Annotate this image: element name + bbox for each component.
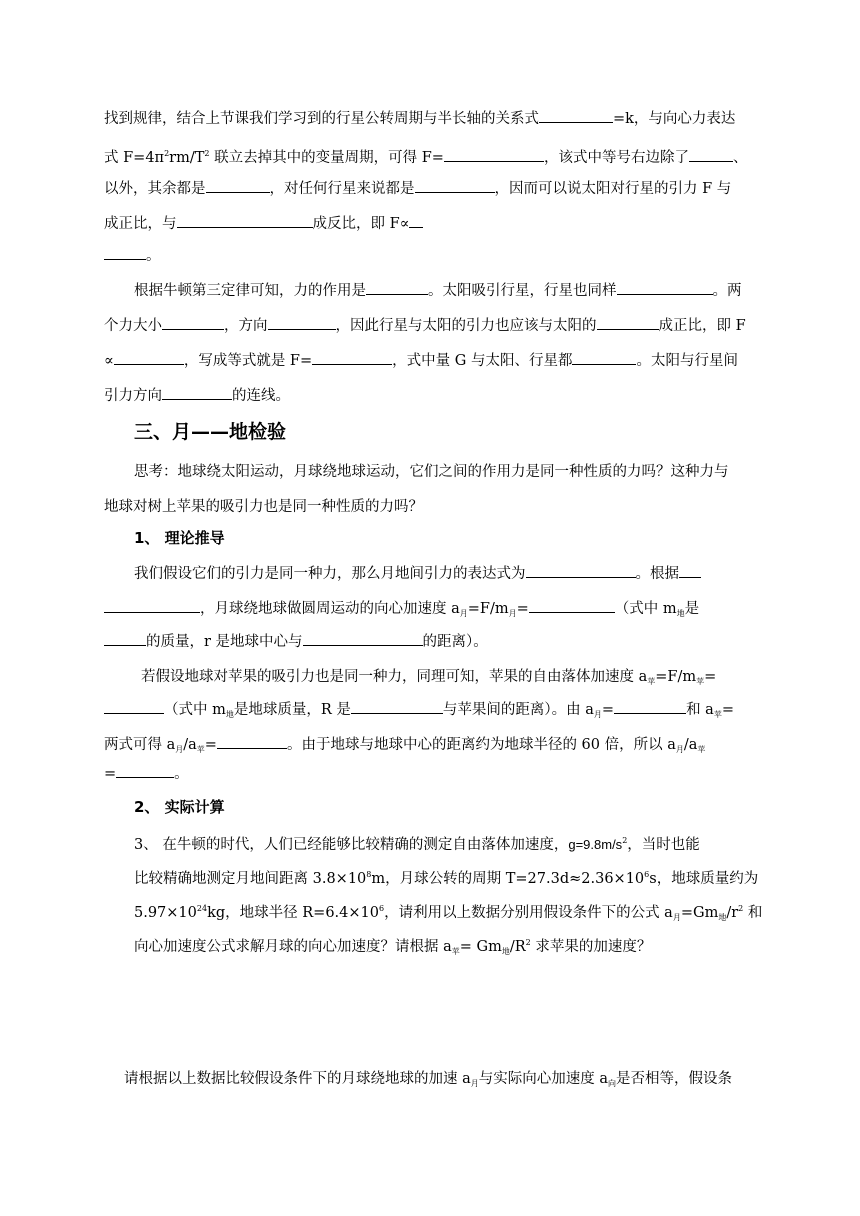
text: 找到规律，结合上节课我们学习到的行星公转周期与半长轴的关系式 (104, 111, 539, 127)
subscript: 地 (718, 913, 727, 922)
text: 成反比，即 F∝ (312, 216, 410, 232)
blank[interactable] (217, 734, 287, 749)
text: 是否相等，假设条 (616, 1071, 733, 1087)
text: 成正比，即 F (658, 318, 746, 334)
text: = (204, 737, 217, 753)
text: 个力大小 (104, 318, 162, 334)
superscript: 6 (378, 904, 385, 913)
blank[interactable] (614, 699, 686, 714)
blank[interactable] (177, 213, 313, 228)
para3-line3 (104, 631, 488, 653)
text: 和 a (686, 702, 714, 718)
blank[interactable] (104, 699, 164, 714)
para2-line2 (104, 315, 746, 337)
text: 请根据以上数据比较假设条件下的月球绕地球的加速 a (124, 1071, 471, 1087)
subscript: 地 (676, 609, 685, 618)
para5-line1 (134, 830, 700, 852)
text: ，式中量 G 与太阳、行星都 (392, 353, 573, 369)
text: ，对任何行星来说都是 (269, 181, 415, 197)
text: ∝ (104, 353, 114, 369)
text: m，月球公转的周期 T=27.3d≈2.36×10 (371, 871, 645, 887)
text: ，写成等式就是 F= (183, 353, 313, 369)
text: 。太阳吸引行星，行星也同样 (428, 283, 617, 299)
text: ，因此行星与太阳的引力也应该与太阳的 (335, 318, 597, 334)
para4-line4 (104, 763, 189, 785)
subscript: 苹 (196, 745, 205, 754)
section-heading: 三、月——地检验 (134, 421, 287, 443)
superscript: 6 (644, 870, 650, 879)
text: ，方向 (224, 318, 268, 334)
text: （式中 m (614, 601, 677, 617)
blank[interactable] (303, 631, 423, 646)
blank[interactable] (268, 315, 336, 330)
blank[interactable] (689, 147, 733, 162)
text: /a (683, 737, 698, 753)
blank[interactable] (617, 280, 713, 295)
blank[interactable] (366, 280, 428, 295)
text: 。根据 (635, 566, 679, 582)
text: 式 F=4π (104, 150, 165, 166)
text: /a (183, 737, 197, 753)
think-line2: 地球对树上苹果的吸引力也是同一种性质的力吗？ (104, 499, 423, 515)
text: （式中 m (164, 702, 226, 718)
text: ，该式中等号右边除了 (543, 150, 689, 166)
text: 3、 在牛顿的时代，人们已经能够比较精确的测定自由落体加速度， (134, 837, 569, 853)
text: = (516, 601, 529, 617)
subscript: 苹 (697, 745, 706, 754)
blank[interactable] (162, 315, 224, 330)
text: 的距离）。 (422, 634, 488, 650)
superscript: 2 (204, 149, 210, 158)
subscript: 地 (225, 710, 234, 719)
blank[interactable] (572, 350, 636, 365)
blank[interactable] (104, 631, 146, 646)
text: =F/m (467, 601, 509, 617)
blank[interactable] (529, 598, 615, 613)
text: 。太阳与行星间 (636, 353, 738, 369)
text: 是 (684, 601, 700, 617)
blank[interactable] (162, 385, 232, 400)
para4-line2 (104, 699, 734, 721)
text: 若假设地球对苹果的吸引力也是同一种力，同理可知，苹果的自由落体加速度 a (141, 669, 648, 685)
text: kg，地球半径 R=6.4×10 (207, 905, 379, 921)
text: 、 (732, 150, 748, 166)
text: 引力方向 (104, 388, 162, 404)
subheading-theory: 1、 理论推导 (134, 529, 225, 547)
text: 根据牛顿第三定律可知，力的作用是 (134, 283, 366, 299)
para4-line3 (104, 734, 705, 756)
blank[interactable] (415, 178, 495, 193)
blank[interactable] (409, 213, 423, 228)
superscript: 2 (738, 904, 744, 913)
subscript: 月 (675, 745, 684, 754)
para1-line4 (104, 213, 423, 235)
text: 成正比，与 (104, 216, 177, 232)
text: ，当时也能 (627, 837, 700, 853)
text: ，月球绕地球做圆周运动的向心加速度 a (200, 601, 460, 617)
subscript: 月 (593, 710, 602, 719)
text: = (704, 669, 717, 685)
para1-line5 (104, 245, 161, 267)
text: 联立去掉其中的变量周期，可得 F= (209, 150, 444, 166)
blank[interactable] (114, 350, 184, 365)
text: g=9.8m/s (568, 837, 623, 852)
para2-line3 (104, 350, 738, 372)
subscript: 苹 (451, 947, 460, 956)
subscript: 月 (470, 1079, 479, 1088)
blank[interactable] (116, 763, 174, 778)
para5-line4 (134, 932, 651, 954)
subscript: 苹 (696, 677, 705, 686)
para1-line1 (104, 108, 735, 130)
text: 。 (174, 766, 189, 782)
text: = Gm (459, 939, 502, 955)
text: 比较精确地测定月地间距离 3.8×10 (134, 871, 367, 887)
text: 。 (146, 248, 161, 264)
subscript: 向 (608, 1079, 617, 1088)
superscript: 8 (366, 870, 372, 879)
superscript: 2 (164, 149, 170, 158)
text: /r (726, 905, 739, 921)
superscript: 2 (622, 836, 628, 845)
superscript: 2 (525, 938, 531, 947)
blank[interactable] (351, 699, 443, 714)
text: 向心加速度公式求解月球的向心加速度？请根据 a (134, 939, 452, 955)
subscript: 苹 (647, 677, 656, 686)
text: 与实际向心加速度 a (478, 1071, 609, 1087)
text: 和 (743, 905, 763, 921)
para1-line3 (104, 178, 731, 200)
blank[interactable] (104, 598, 200, 613)
text: = (721, 702, 734, 718)
subscript: 月 (175, 745, 184, 754)
text: = (601, 702, 615, 718)
subscript: 地 (501, 947, 510, 956)
text: ，因而可以说太阳对行星的引力 F 与 (494, 181, 732, 197)
text: 5.97×10 (134, 905, 197, 921)
blank[interactable] (679, 563, 701, 578)
blank[interactable] (104, 245, 146, 260)
para2-line4 (104, 385, 290, 407)
subscript: 月 (508, 609, 517, 618)
text: = (104, 766, 117, 782)
text: 两式可得 a (104, 737, 176, 753)
para5-line2 (134, 864, 758, 886)
text: 求苹果的加速度？ (530, 939, 652, 955)
para2-line1 (134, 280, 742, 302)
para5-line3 (134, 898, 762, 920)
text: /R (509, 939, 526, 955)
text: =F/m (655, 669, 697, 685)
text: s，地球质量约为 (649, 871, 759, 887)
blank[interactable] (526, 563, 636, 578)
text: ，请利用以上数据分别用假设条件下的公式 a (384, 905, 673, 921)
superscript: 24 (196, 904, 208, 913)
think-line1: 思考：地球绕太阳运动，月球绕地球运动，它们之间的作用力是同一种性质的力吗？这种力与 (134, 464, 729, 480)
text: =k，与向心力表达 (613, 111, 736, 127)
subheading-calculation: 2、 实际计算 (134, 798, 225, 816)
text: 的质量，r 是地球中心与 (146, 634, 303, 650)
subscript: 月 (672, 913, 681, 922)
blank[interactable] (206, 178, 270, 193)
para3-line2 (104, 598, 699, 620)
para3-line1 (134, 563, 701, 585)
text: 是地球质量，R 是 (233, 702, 351, 718)
text: 与苹果间的距离）。由 a (442, 702, 594, 718)
blank[interactable] (444, 147, 544, 162)
text: 的连线。 (232, 388, 290, 404)
text: 以外，其余都是 (104, 181, 206, 197)
blank[interactable] (312, 350, 392, 365)
text: =Gm (680, 905, 719, 921)
text: 我们假设它们的引力是同一种力，那么月地间引力的表达式为 (134, 566, 526, 582)
blank[interactable] (597, 315, 659, 330)
para6-line1 (124, 1068, 732, 1090)
blank[interactable] (539, 108, 613, 123)
text: 。两 (712, 283, 742, 299)
para1-line2 (104, 143, 747, 165)
text: rm/T (169, 150, 205, 166)
para4-line1 (141, 666, 716, 688)
subscript: 苹 (713, 710, 722, 719)
text: 。由于地球与地球中心的距离约为地球半径的 60 倍，所以 a (286, 737, 676, 753)
subscript: 月 (459, 609, 468, 618)
